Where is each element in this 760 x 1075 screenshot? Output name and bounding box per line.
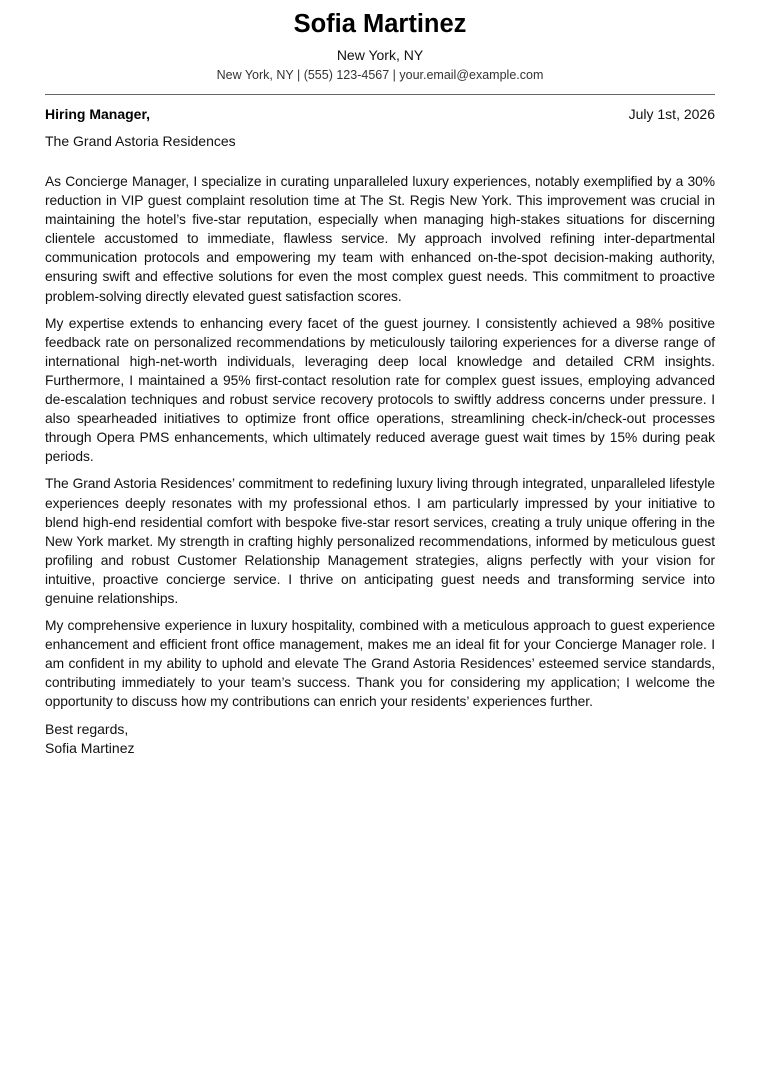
letter-header bbox=[45, 8, 715, 84]
paragraph-3: The Grand Astoria Residences’ commitment to redefining luxury living through integrated, unparalleled lifestyle experiences deeply resonates with my professional ethos. I am particularly impressed by your initiative to blend high-end residential comfort with bespoke five-star resort services, creating a truly unique offering in the New York market. My strength in crafting highly personalized recommendations, informed by meticulous guest profiling and robust Customer Relationship Management strategies, aligns perfectly with your vision for intuitive, proactive concierge service. I thrive on anticipating guest needs and transforming service into genuine relationships. bbox=[45, 476, 715, 606]
signature-name: Sofia Martinez bbox=[45, 739, 135, 756]
letter-body bbox=[45, 172, 715, 758]
paragraph-2: My expertise extends to enhancing every facet of the guest journey. I consistently achieved a 98% positive feedback rate on personalized recommendations by meticulously tailoring experiences for a diverse range of international high-net-worth individuals, leveraging deep local knowledge and detailed CRM insights. Furthermore, I maintained a 95% first-contact resolution rate for complex guest issues, employing advanced de-escalation techniques and robust service recovery protocols to swiftly address concerns under pressure. I also spearheaded initiatives to optimize front office operations, streamlining check-in/check-out processes through Opera PMS enhancements, which ultimately reduced average guest wait times by 15% during peak periods. bbox=[45, 315, 715, 465]
applicant-name: Sofia Martinez bbox=[293, 10, 467, 38]
salutation: Hiring Manager, bbox=[45, 106, 151, 122]
closing-phrase: Best regards, bbox=[45, 720, 129, 737]
contact-line: New York, NY | (555) 123-4567 | your.email@example.com bbox=[216, 68, 544, 82]
closing-block bbox=[45, 720, 715, 758]
header-divider bbox=[45, 94, 715, 95]
applicant-location: New York, NY bbox=[336, 47, 424, 63]
paragraph-4: My comprehensive experience in luxury hospitality, combined with a meticulous approach to guest experience enhancement and efficient front office management, makes me an ideal fit for your Concierge Manager role. I am confident in my ability to uphold and elevate The Grand Astoria Residences’ esteemed service standards, contributing immediately to your team’s success. Thank you for considering my application; I welcome the opportunity to discuss how my contributions can enrich your residents’ experiences further. bbox=[45, 618, 715, 710]
paragraph-1: As Concierge Manager, I specialize in curating unparalleled luxury experiences, notably exemplified by a 30% reduction in VIP guest complaint resolution time at The St. Regis New York. This improvement was crucial in maintaining the hotel’s five-star reputation, especially when managing high-stakes situations for discerning clientele accustomed to immediate, flawless service. My approach involved refining inter-departmental communication protocols and empowering my team with enhanced on-the-spot decision-making authority, ensuring swift and effective solutions for even the most complex guest needs. This commitment to proactive problem-solving directly elevated guest satisfaction scores. bbox=[45, 174, 715, 304]
company-name: The Grand Astoria Residences bbox=[45, 133, 236, 149]
letter-date: July 1st, 2026 bbox=[628, 106, 715, 122]
